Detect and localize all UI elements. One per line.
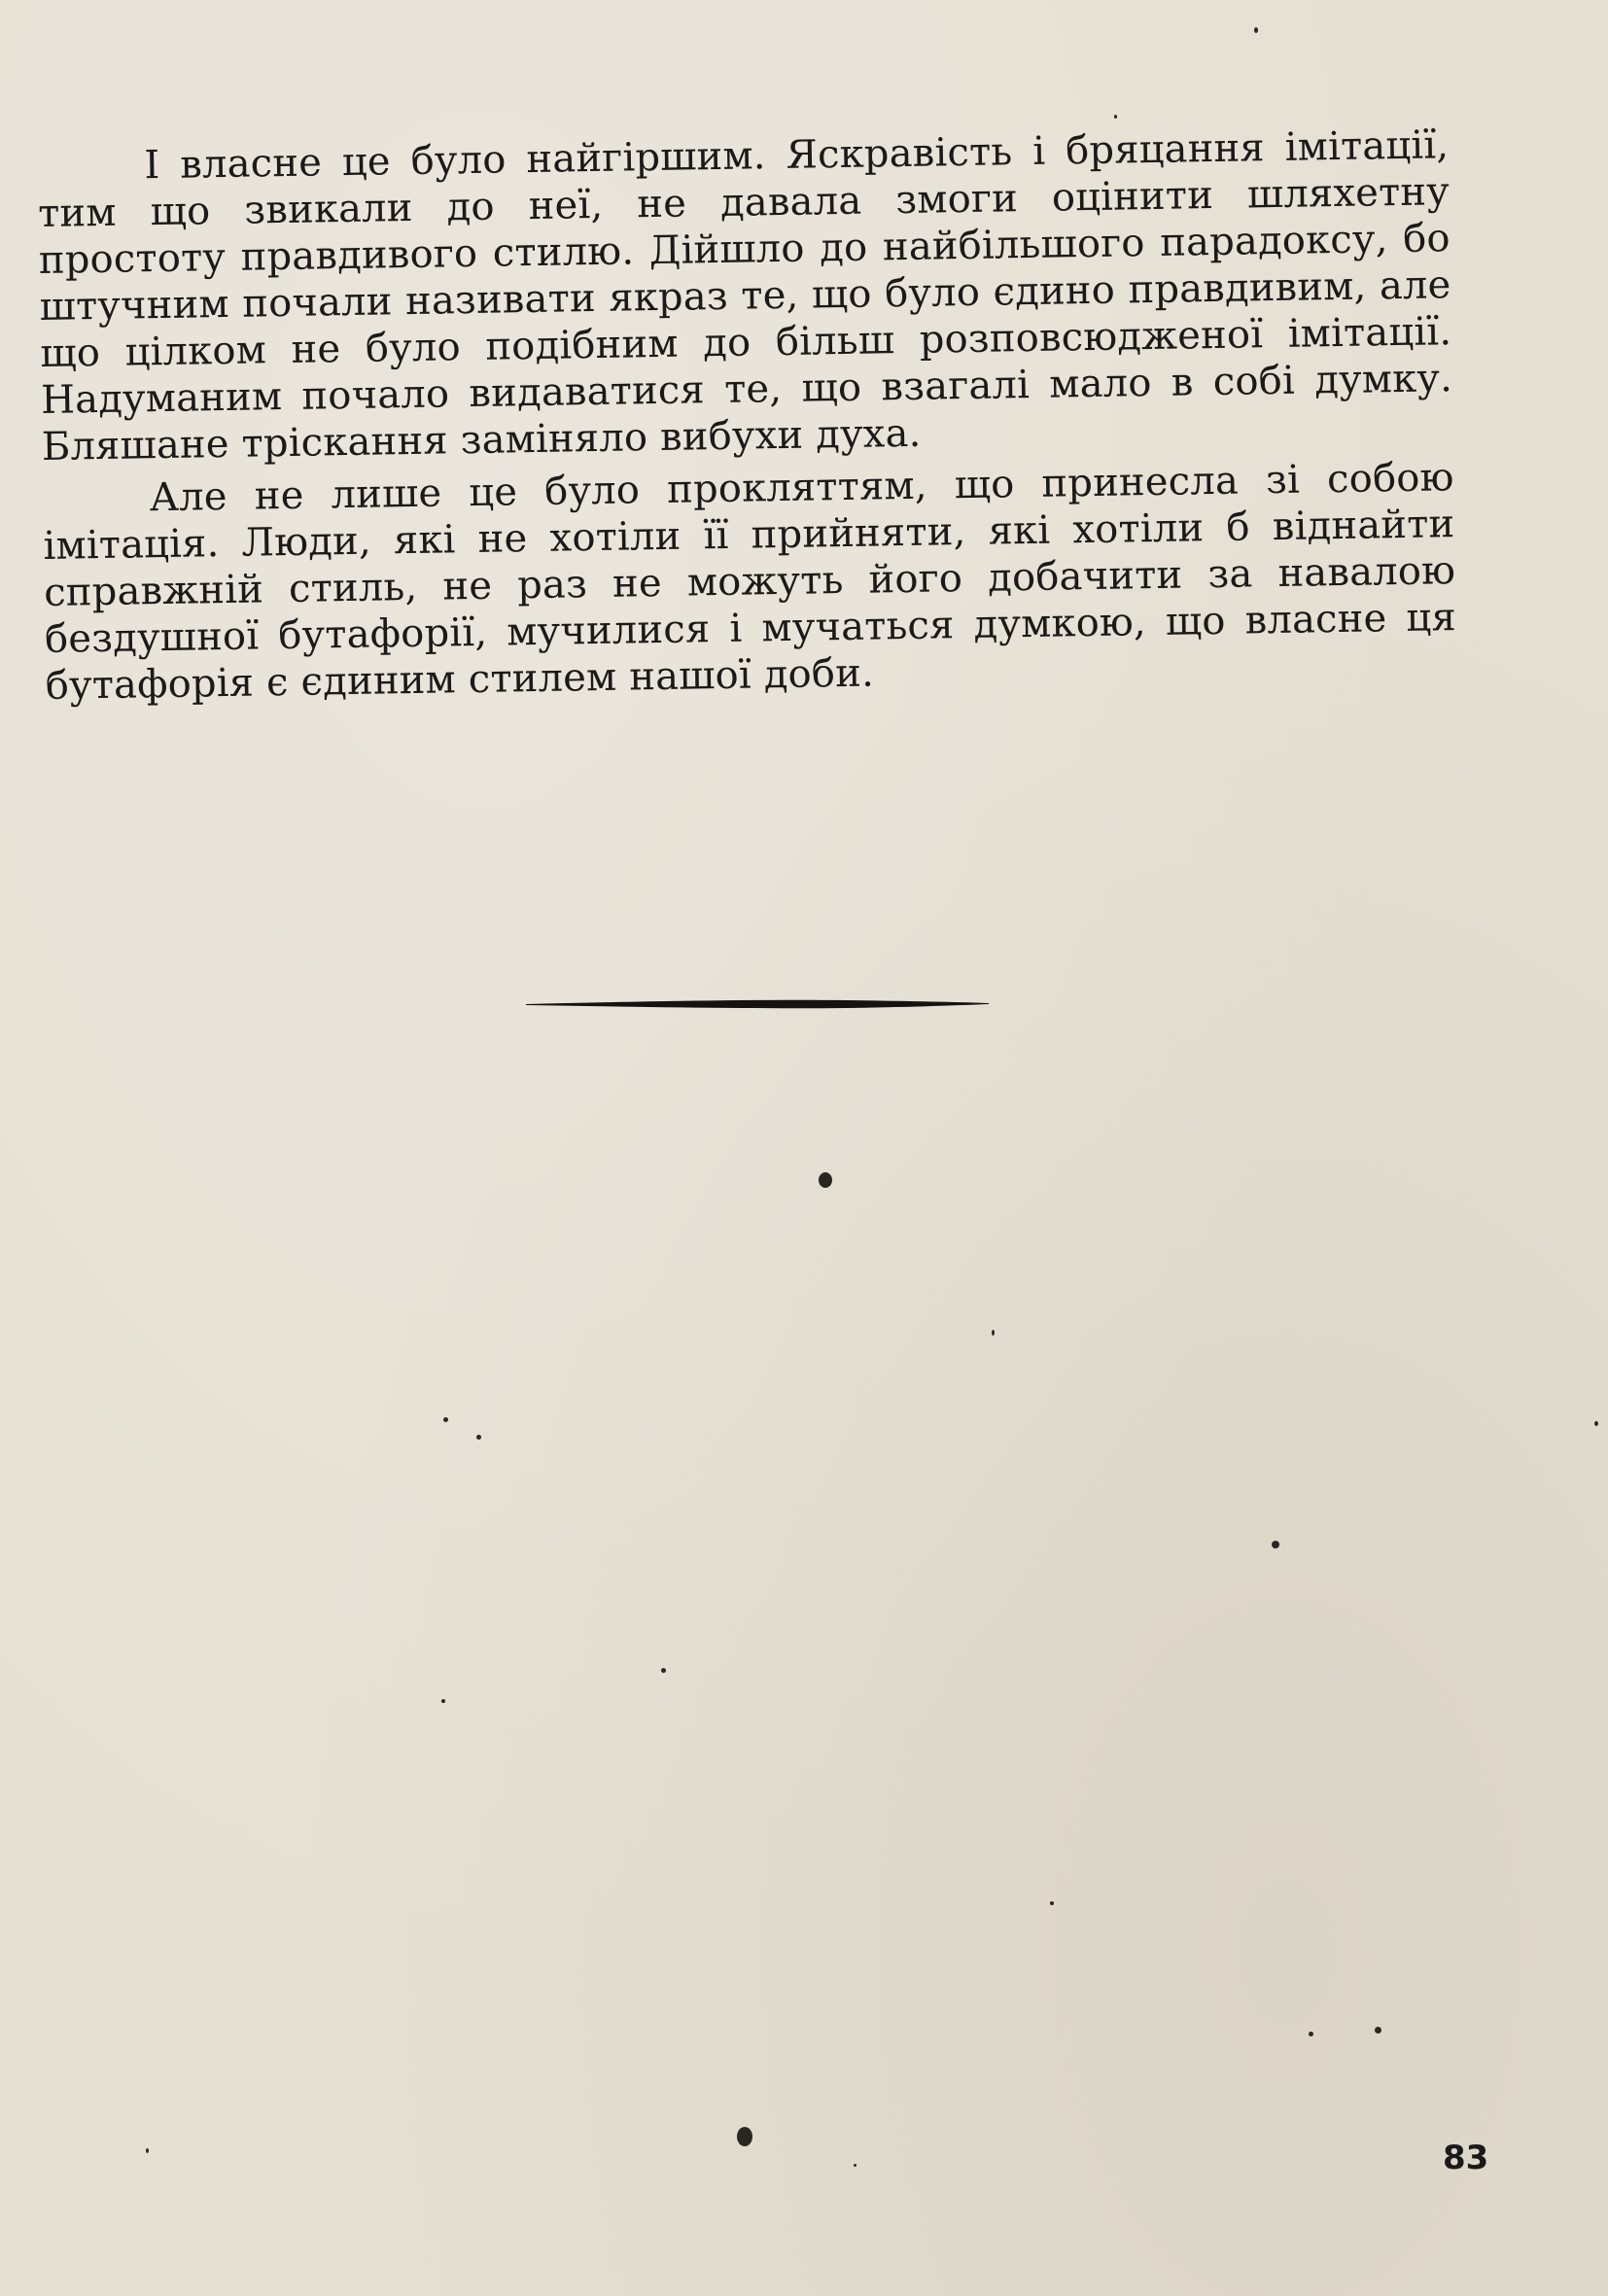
scan-speck	[1272, 1541, 1279, 1548]
scan-speck	[1375, 2027, 1381, 2034]
scan-speck	[1254, 27, 1258, 33]
scan-speck	[1594, 1421, 1598, 1426]
scan-speck	[443, 1417, 448, 1422]
scan-speck	[1114, 115, 1117, 119]
page-number: 83	[1443, 2139, 1489, 2177]
scan-speck	[854, 2164, 856, 2167]
scan-speck	[1050, 1901, 1054, 1905]
scan-speck	[1309, 2032, 1313, 2036]
scan-speck	[737, 2127, 752, 2146]
paragraph-1: І власне це було найгіршим. Яскравість і бряцання імітації, тим що звикали до неї, не давала змоги оцінити шляхетну простоту правдивого стилю. Дійшло до найбільшого парадоксу, бо штучним почали називати якраз те, що було єдино правдивим, але що цілком не було подібним до більш розповсюдженої імітації. Надуманим почало видаватися те, що взагалі мало в собі думку. Бляшане тріскання заміняло вибухи духа.	[37, 122, 1453, 470]
scan-speck	[661, 1668, 666, 1673]
section-divider	[526, 997, 989, 1011]
scan-speck	[819, 1172, 832, 1188]
scan-speck	[476, 1435, 481, 1440]
scan-speck	[146, 2148, 149, 2153]
scan-speck	[992, 1330, 995, 1336]
text-block	[37, 122, 1457, 715]
scan-speck	[441, 1699, 445, 1703]
paragraph-2: Але не лише це було прокляттям, що принесла зі собою імітація. Люди, які не хотіли її прийняти, які хотіли б віднайти справжній стиль, не раз не можуть його добачити за навалою бездушної бутафорії, мучилися і мучаться думкою, що власне ця бутафорія є єдиним стилем нашої доби.	[43, 455, 1457, 709]
